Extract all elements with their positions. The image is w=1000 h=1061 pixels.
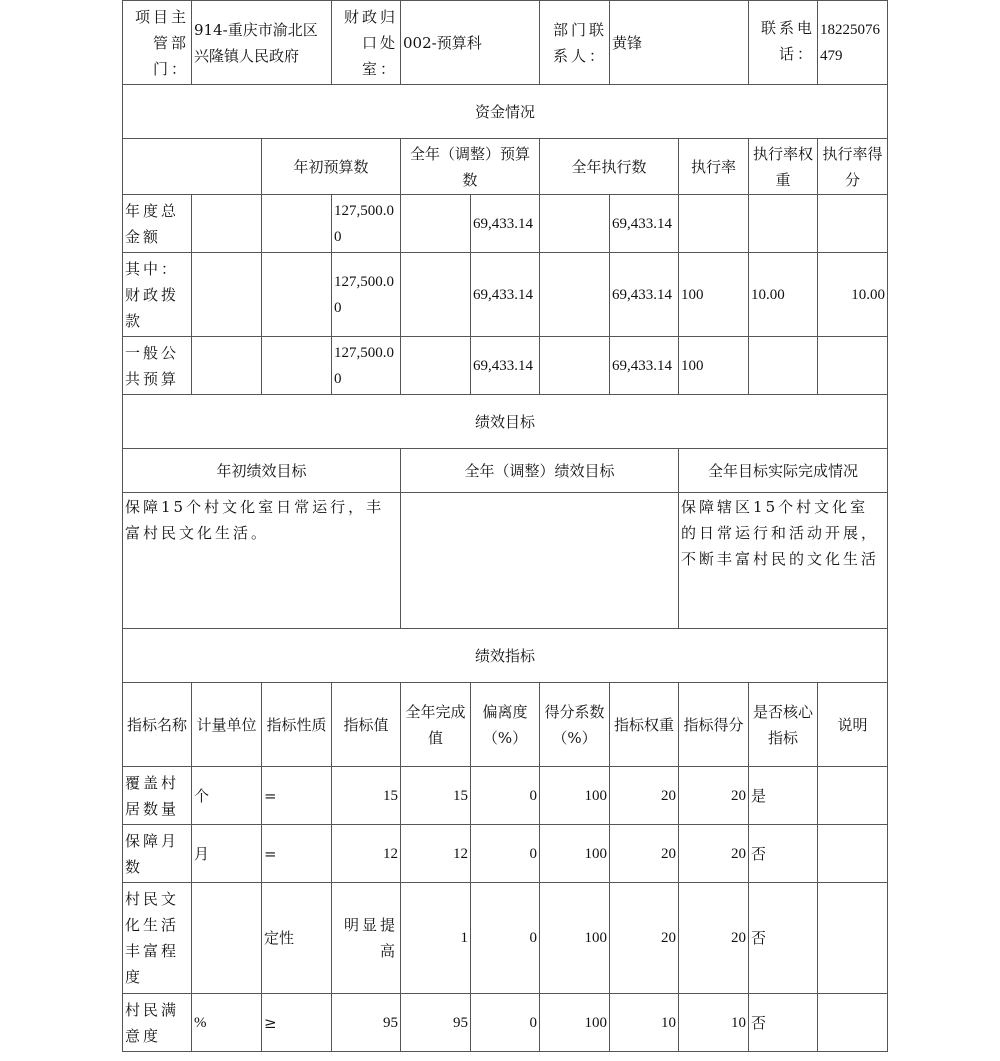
indicator-row — [123, 994, 888, 1052]
header-row — [123, 1, 888, 85]
ind-note — [818, 767, 888, 825]
funds-initial: 127,500.00 — [332, 253, 401, 337]
ind-col-unit: 计量单位 — [192, 683, 262, 767]
ind-name: 覆盖村居数量 — [123, 767, 192, 825]
funds-rate: 100 — [679, 253, 749, 337]
indicator-row — [123, 883, 888, 994]
ind-col-coef: 得分系数（%） — [540, 683, 610, 767]
blank-cell — [401, 337, 471, 395]
ind-deviation: 0 — [471, 825, 540, 883]
ind-target: 15 — [332, 767, 401, 825]
ind-note — [818, 883, 888, 994]
ind-score: 20 — [679, 767, 749, 825]
ind-unit: 月 — [192, 825, 262, 883]
blank-cell — [262, 337, 332, 395]
funds-row — [123, 195, 888, 253]
blank-cell — [192, 195, 262, 253]
ind-actual: 95 — [401, 994, 471, 1052]
dept-label: 项目主管部门： — [123, 1, 192, 85]
ind-weight: 20 — [610, 825, 679, 883]
ind-unit: 个 — [192, 767, 262, 825]
ind-deviation: 0 — [471, 883, 540, 994]
goals-col-initial: 年初绩效目标 — [123, 449, 401, 493]
funds-adjusted: 69,433.14 — [471, 337, 540, 395]
funds-weight — [749, 195, 818, 253]
ind-col-nature: 指标性质 — [262, 683, 332, 767]
ind-core: 否 — [749, 883, 818, 994]
blank-cell — [401, 253, 471, 337]
contact-label: 部门联系人： — [540, 1, 610, 85]
ind-name: 保障月数 — [123, 825, 192, 883]
ind-core: 否 — [749, 994, 818, 1052]
ind-core: 否 — [749, 825, 818, 883]
ind-actual: 15 — [401, 767, 471, 825]
funds-header-blank — [123, 139, 262, 195]
funds-executed: 69,433.14 — [610, 253, 679, 337]
indicator-row — [123, 825, 888, 883]
funds-weight: 10.00 — [749, 253, 818, 337]
indicator-row — [123, 767, 888, 825]
ind-coef: 100 — [540, 825, 610, 883]
ind-col-note: 说明 — [818, 683, 888, 767]
funds-section-title: 资金情况 — [123, 85, 888, 139]
funds-score — [818, 337, 888, 395]
funds-row-label: 一般公共预算 — [123, 337, 192, 395]
goals-col-adjusted: 全年（调整）绩效目标 — [401, 449, 679, 493]
funds-header-row — [123, 139, 888, 195]
ind-coef: 100 — [540, 767, 610, 825]
funds-rate: 100 — [679, 337, 749, 395]
ind-note — [818, 825, 888, 883]
blank-cell — [192, 253, 262, 337]
ind-weight: 20 — [610, 883, 679, 994]
blank-cell — [262, 195, 332, 253]
ind-name: 村民文化生活丰富程度 — [123, 883, 192, 994]
ind-target: 95 — [332, 994, 401, 1052]
funds-col-rate: 执行率 — [679, 139, 749, 195]
ind-col-score: 指标得分 — [679, 683, 749, 767]
contact-value: 黄锋 — [610, 1, 749, 85]
goals-section-title: 绩效目标 — [123, 395, 888, 449]
funds-score — [818, 195, 888, 253]
indicators-header-row — [123, 683, 888, 767]
ind-col-deviation: 偏离度（%） — [471, 683, 540, 767]
ind-col-core: 是否核心指标 — [749, 683, 818, 767]
ind-weight: 10 — [610, 994, 679, 1052]
performance-table — [122, 0, 888, 1052]
goals-col-actual: 全年目标实际完成情况 — [679, 449, 888, 493]
blank-cell — [262, 253, 332, 337]
ind-col-name: 指标名称 — [123, 683, 192, 767]
ind-score: 20 — [679, 825, 749, 883]
funds-score: 10.00 — [818, 253, 888, 337]
funds-row — [123, 337, 888, 395]
ind-weight: 20 — [610, 767, 679, 825]
funds-executed: 69,433.14 — [610, 337, 679, 395]
ind-nature: = — [262, 825, 332, 883]
goal-adjusted-text — [401, 493, 679, 629]
blank-cell — [540, 253, 610, 337]
funds-row-label: 年度总金额 — [123, 195, 192, 253]
goals-content-row — [123, 493, 888, 629]
funds-col-weight: 执行率权重 — [749, 139, 818, 195]
ind-target: 12 — [332, 825, 401, 883]
goal-actual-text: 保障辖区15个村文化室的日常运行和活动开展，不断丰富村民的文化生活 — [679, 493, 888, 629]
ind-nature: ≥ — [262, 994, 332, 1052]
ind-target: 明显提高 — [332, 883, 401, 994]
ind-unit: % — [192, 994, 262, 1052]
ind-col-actual: 全年完成值 — [401, 683, 471, 767]
funds-rate — [679, 195, 749, 253]
funds-adjusted: 69,433.14 — [471, 253, 540, 337]
dept-value: 914-重庆市渝北区兴隆镇人民政府 — [192, 1, 332, 85]
ind-note — [818, 994, 888, 1052]
phone-label: 联系电话： — [749, 1, 818, 85]
ind-coef: 100 — [540, 883, 610, 994]
blank-cell — [401, 195, 471, 253]
funds-col-score: 执行率得分 — [818, 139, 888, 195]
ind-deviation: 0 — [471, 994, 540, 1052]
blank-cell — [192, 337, 262, 395]
goal-initial-text: 保障15个村文化室日常运行，丰富村民文化生活。 — [123, 493, 401, 629]
funds-initial: 127,500.00 — [332, 195, 401, 253]
ind-name: 村民满意度 — [123, 994, 192, 1052]
funds-col-adjusted: 全年（调整）预算数 — [401, 139, 540, 195]
funds-executed: 69,433.14 — [610, 195, 679, 253]
finance-value: 002-预算科 — [401, 1, 540, 85]
ind-deviation: 0 — [471, 767, 540, 825]
funds-adjusted: 69,433.14 — [471, 195, 540, 253]
ind-nature: 定性 — [262, 883, 332, 994]
funds-row — [123, 253, 888, 337]
funds-col-executed: 全年执行数 — [540, 139, 679, 195]
ind-score: 10 — [679, 994, 749, 1052]
blank-cell — [540, 337, 610, 395]
ind-score: 20 — [679, 883, 749, 994]
phone-value: 18225076479 — [818, 1, 888, 85]
ind-nature: = — [262, 767, 332, 825]
finance-label: 财政归口处室： — [332, 1, 401, 85]
ind-coef: 100 — [540, 994, 610, 1052]
funds-row-label: 其中：财政拨款 — [123, 253, 192, 337]
ind-actual: 1 — [401, 883, 471, 994]
ind-unit — [192, 883, 262, 994]
goals-header-row — [123, 449, 888, 493]
funds-initial: 127,500.00 — [332, 337, 401, 395]
funds-weight — [749, 337, 818, 395]
blank-cell — [540, 195, 610, 253]
indicators-section-title: 绩效指标 — [123, 629, 888, 683]
ind-actual: 12 — [401, 825, 471, 883]
ind-core: 是 — [749, 767, 818, 825]
ind-col-weight: 指标权重 — [610, 683, 679, 767]
funds-col-initial: 年初预算数 — [262, 139, 401, 195]
ind-col-target: 指标值 — [332, 683, 401, 767]
